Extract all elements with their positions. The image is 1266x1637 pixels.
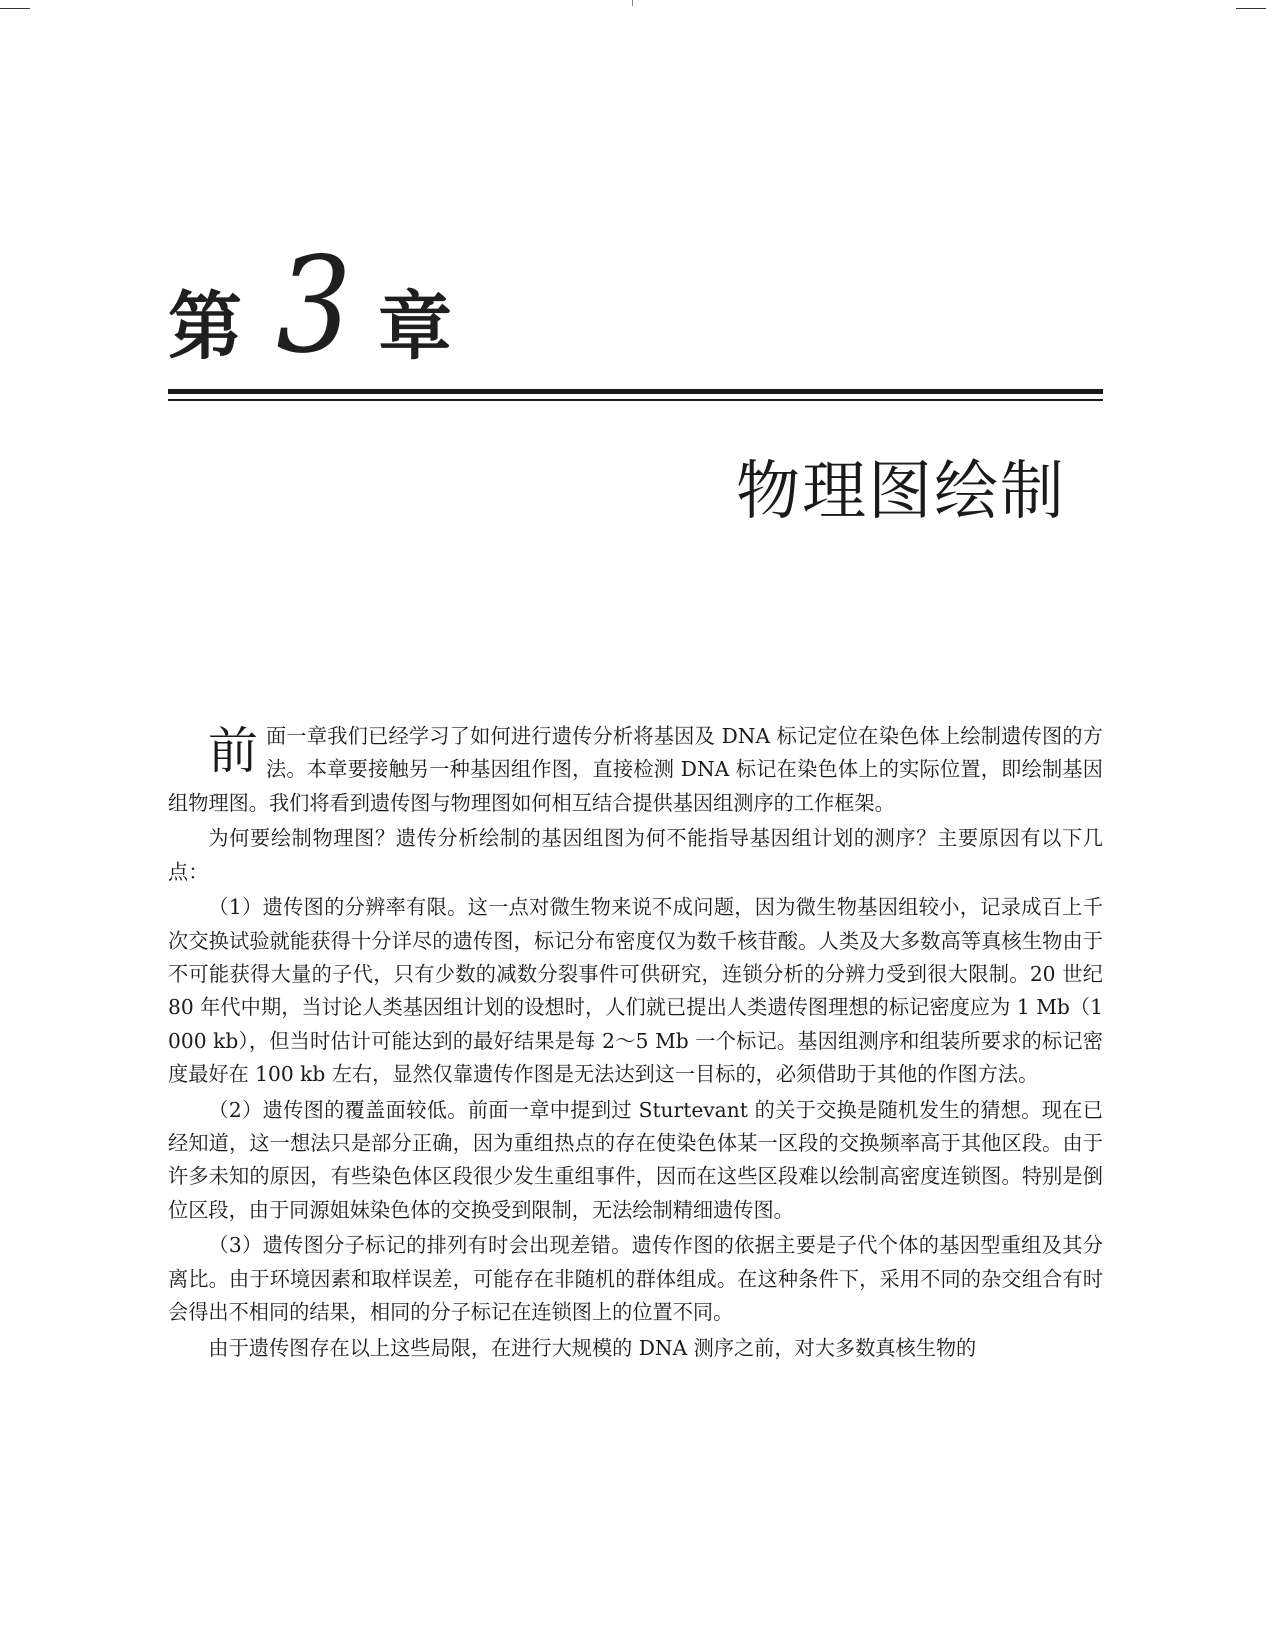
chapter-title: 物理图绘制 <box>736 455 1066 529</box>
paragraph: 为何要绘制物理图？遗传分析绘制的基因组图为何不能指导基因组计划的测序？主要原因有以下几点： <box>168 826 1103 884</box>
paragraph: （1）遗传图的分辨率有限。这一点对微生物来说不成问题，因为微生物基因组较小，记录成百上千次交换试验就能获得十分详尽的遗传图，标记分布密度仅为数千核苷酸。人类及大多数高等真核生物由于不可能获得大量的子代，只有少数的减数分裂事件可供研究，连锁分析的分辨力受到很大限制。20 世纪 80 年代中期，当讨论人类基因组计划的设想时，人们就已提出人类遗传图理想的标记密度应为 1 Mb（1 000 kb），但当时估计可能达到的最好结果是每 2～5 Mb 一个标记。基因组测序和组装所要求的标记密度最好在 100 kb 左右，显然仅靠遗传作图是无法达到这一目标的，必须借助于其他的作图方法。 <box>168 895 1103 1086</box>
paragraph: （3）遗传图分子标记的排列有时会出现差错。遗传作图的依据主要是子代个体的基因型重组及其分离比。由于环境因素和取样误差，可能存在非随机的群体组成。在这种条件下，采用不同的杂交组合有时会得出不相同的结果，相同的分子标记在连锁图上的位置不同。 <box>168 1233 1103 1325</box>
crop-mark-center <box>632 0 633 6</box>
drop-cap: 前 <box>208 722 258 780</box>
chapter-heading <box>168 229 452 383</box>
paragraph-intro-text: 面一章我们已经学习了如何进行遗传分析将基因及 DNA 标记定位在染色体上绘制遗传图的方法。本章要接触另一种基因组作图，直接检测 DNA 标记在染色体上的实际位置，即绘制基因组物理图。我们将看到遗传图与物理图如何相互结合提供基因组测序的工作框架。 <box>168 724 1103 815</box>
chapter-rule-thick <box>168 389 1103 394</box>
paragraph: （2）遗传图的覆盖面较低。前面一章中提到过 Sturtevant 的关于交换是随机发生的猜想。现在已经知道，这一想法只是部分正确，因为重组热点的存在使染色体某一区段的交换频率高于其他区段。由于许多未知的原因，有些染色体区段很少发生重组事件，因而在这些区段难以绘制高密度连锁图。特别是倒位区段，由于同源姐妹染色体的交换受到限制，无法绘制精细遗传图。 <box>168 1097 1103 1222</box>
body-text <box>168 720 1103 1368</box>
chapter-number: 3 <box>276 229 352 383</box>
paragraph: 由于遗传图存在以上这些局限，在进行大规模的 DNA 测序之前，对大多数真核生物的 <box>208 1335 977 1360</box>
chapter-prefix: 第 <box>168 284 242 370</box>
paragraph-intro <box>168 720 1103 820</box>
crop-mark-left <box>0 8 30 9</box>
chapter-rule-thin <box>168 399 1103 401</box>
chapter-suffix: 章 <box>377 284 452 370</box>
crop-mark-right <box>1236 8 1266 9</box>
